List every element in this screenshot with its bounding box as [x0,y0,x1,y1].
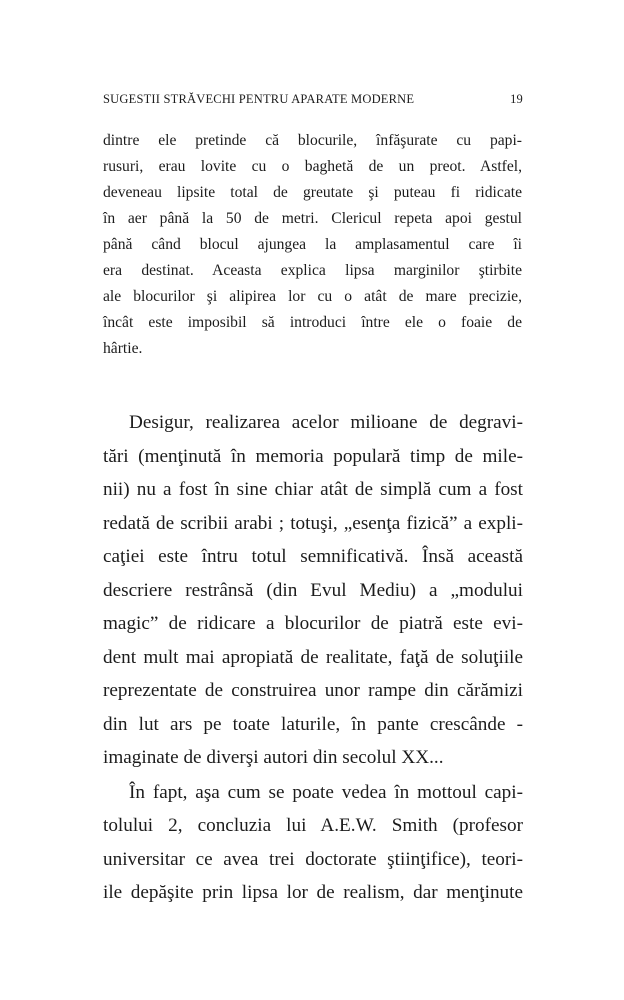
text-line: magic” de ridicare a blocurilor de piatră este evi- [103,613,523,634]
page-number: 19 [510,92,523,106]
text-line: până când blocul ajungea la amplasamentul care îi [103,236,522,253]
text-line: În fapt, aşa cum se poate vedea în mottoul capi- [129,782,523,803]
text-line: tări (menţinută în memoria populară timp de mile- [103,446,523,467]
text-line: universitar ce avea trei doctorate ştiinţifice), teori- [103,849,523,870]
text-line: rusuri, erau lovite cu o baghetă de un preot. Astfel, [103,158,522,175]
text-line: ile depăşite prin lipsa lor de realism, dar menţinute [103,882,523,903]
text-line: hârtie. [103,340,143,357]
running-title: SUGESTII STRĂVECHI PENTRU APARATE MODERNE [103,92,415,106]
text-line: era destinat. Aceasta explica lipsa marginilor ştirbite [103,262,522,279]
text-line: din lut ars pe toate laturile, în pante crescânde - [103,714,523,735]
text-line: reprezentate de construirea unor rampe din cărămizi [103,680,523,701]
text-line: nii) nu a fost în sine chiar atât de simplă cum a fost [103,479,523,500]
text-line: deveneau lipsite total de greutate şi puteau fi ridicate [103,184,522,201]
text-line: imaginate de diverşi autori din secolul XX... [103,747,444,768]
text-line: redată de scribii arabi ; totuşi, „esenţa fizică” a expli- [103,513,523,534]
text-line: dent mult mai apropiată de realitate, faţă de soluţiile [103,647,523,668]
text-line: tolului 2, concluzia lui A.E.W. Smith (profesor [103,815,523,836]
text-line: dintre ele pretinde că blocurile, înfăşurate cu papi- [103,132,522,149]
text-line: descriere restrânsă (din Evul Mediu) a „modului [103,580,523,601]
text-line: ale blocurilor şi alipirea lor cu o atât de mare precizie, [103,288,522,305]
text-line: în aer până la 50 de metri. Clericul repeta apoi gestul [103,210,522,227]
running-header [103,91,523,107]
text-line: caţiei este întru totul semnificativă. Însă această [103,546,523,567]
text-line: încât este imposibil să introduci între ele o foaie de [103,314,522,331]
text-line: Desigur, realizarea acelor milioane de degravi- [129,412,523,433]
